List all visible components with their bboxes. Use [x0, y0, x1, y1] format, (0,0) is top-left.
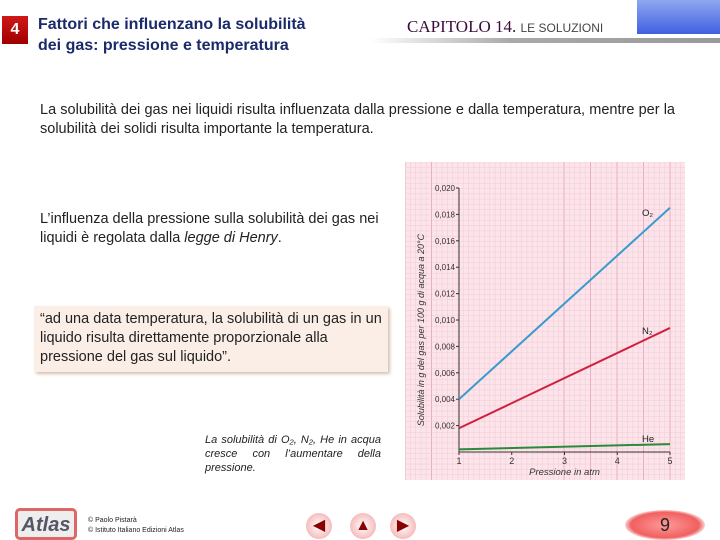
slide-title — [38, 14, 306, 56]
home-button[interactable]: ▲ — [350, 513, 376, 539]
x-axis-label: Pressione in atm — [529, 467, 600, 478]
y-tick-label: 0,002 — [434, 421, 455, 431]
intro-paragraph: La solubilità dei gas nei liquidi risulta influenzata dalla pressione e dalla temperatura, mentre per la solubilità dei solidi risulta importante la temperatura. — [40, 102, 675, 137]
y-tick-label: 0,016 — [434, 236, 455, 246]
copyright-publisher: © Istituto Italiano Edizioni Atlas — [88, 527, 184, 534]
series-label: O₂ — [642, 208, 654, 219]
henry-law-term: legge di Henry — [184, 230, 278, 246]
y-tick-label: 0,020 — [434, 184, 455, 193]
chart-caption: La solubilità di O₂, N₂, He in acqua cresce con l’aumentare della pressione. — [205, 434, 381, 474]
series-label: N₂ — [642, 326, 653, 337]
chapter-number: CAPITOLO 14. — [407, 17, 517, 36]
y-tick-label: 0,018 — [434, 210, 455, 220]
y-tick-label: 0,006 — [434, 368, 455, 378]
next-button[interactable]: ▶ — [390, 513, 416, 539]
x-tick-label: 3 — [561, 456, 568, 466]
x-tick-label: 2 — [509, 456, 515, 466]
henry-quote: “ad una data temperatura, la solubilità di un gas in un liquido risulta direttamente proporzionale alla pressione del gas sul liquido”. — [34, 306, 388, 372]
chapter-name: LE SOLUZIONI — [520, 21, 604, 35]
header-divider — [370, 38, 720, 43]
y-tick-label: 0,004 — [434, 395, 455, 405]
henry-end: . — [277, 230, 282, 246]
corner-decoration — [637, 0, 720, 34]
y-tick-label: 0,008 — [434, 342, 455, 352]
x-tick-label: 1 — [456, 456, 462, 466]
atlas-logo: Atlas — [15, 508, 77, 540]
solubility-chart — [405, 162, 685, 480]
y-tick-label: 0,014 — [434, 263, 455, 273]
section-number: 4 — [2, 16, 28, 44]
chapter-label — [407, 17, 603, 37]
copyright-author: © Paolo Pistarà — [88, 517, 137, 524]
y-tick-label: 0,012 — [434, 289, 455, 299]
series-label: He — [642, 434, 655, 445]
henry-text: L’influenza della pressione sulla solubilità dei gas nei liquidi è regolata dalla — [40, 211, 379, 246]
title-line-1: Fattori che influenzano la solubilità — [38, 16, 306, 33]
x-tick-label: 4 — [614, 456, 620, 466]
y-tick-label: 0,010 — [434, 316, 455, 325]
henry-paragraph — [40, 210, 380, 248]
prev-button[interactable]: ◀ — [306, 513, 332, 539]
title-line-2: dei gas: pressione e temperatura — [38, 37, 289, 54]
x-tick-label: 5 — [667, 456, 673, 466]
page-number: 9 — [625, 510, 705, 540]
y-axis-label: Solubilità in g del gas per 100 g di acqua a 20°C — [416, 233, 426, 427]
